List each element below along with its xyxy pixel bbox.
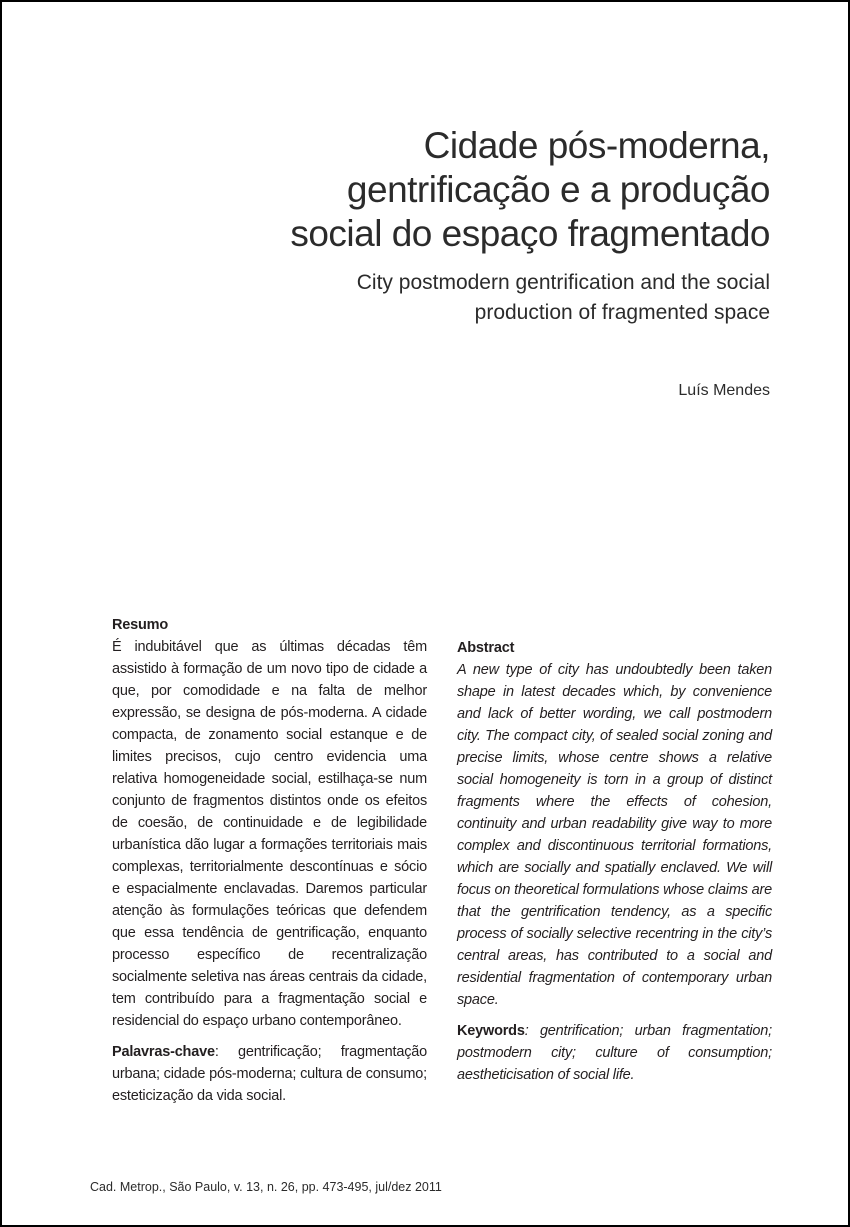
subtitle-line-2: production of fragmented space: [474, 301, 770, 324]
page-title: [112, 124, 770, 256]
title-line-1: Cidade pós-moderna,: [423, 125, 770, 166]
title-block: [112, 124, 770, 401]
resumo-body: É indubitável que as últimas décadas têm assistido à formação de um novo tipo de cidade a que, por comodidade e na falta de melhor expressão, se designa de pós-moderna. A cidade compacta, de zonamento social estanque e de limites precisos, cujo centro evidencia uma relativa homogeneidade social, estilhaça-se num conjunto de fragmentos distintos onde os efeitos de coesão, de continuidade e de legibilidade urbanística dão lugar a formações territoriais mais complexas, territorialmente descontínuas e sócio e espacialmente enclavadas. Daremos particular atenção às formulações teóricas que defendem que essa tendência de gentrificação, enquanto processo específico de recentralização socialmente seletiva nas áreas centrais da cidade, tem contribuído para a fragmentação social e residencial do espaço urbano contemporâneo.: [112, 639, 427, 1029]
palavras-chave-text: : gentrificação; fragmentação urbana; cidade pós-moderna; cultura de consumo; esteticização da vida social.: [112, 1044, 427, 1104]
keywords: [457, 1020, 772, 1086]
palavras-chave: [112, 1041, 427, 1107]
keywords-label: Keywords: [457, 1023, 525, 1039]
title-line-3: social do espaço fragmentado: [290, 213, 770, 254]
resumo-heading: Resumo: [112, 617, 169, 633]
footer-citation: Cad. Metrop., São Paulo, v. 13, n. 26, pp. 473-495, jul/dez 2011: [90, 1180, 442, 1194]
abstract-body: A new type of city has undoubtedly been taken shape in latest decades which, by convenience and lack of better wording, we call postmodern city. The compact city, of sealed social zoning and precise limits, whose centre shows a relative social homogeneity is torn in a group of distinct fragments where the effects of cohesion, continuity and urban readability give way to more complex and discontinuous territorial formations, which are socially and spatially enclaved. We will focus on theoretical formulations whose claims are that the gentrification tendency, as a specific process of socially selective recentring in the city’s central areas, has contributed to a social and residential fragmentation of contemporary urban space.: [457, 662, 772, 1008]
page-subtitle: [112, 268, 770, 328]
subtitle-line-1: City postmodern gentrification and the social: [356, 271, 770, 294]
abstract-columns: [112, 614, 772, 1107]
keywords-text: : gentrification; urban fragmentation; postmodern city; culture of consumption; aestheticisation of social life.: [457, 1023, 772, 1083]
abstract-section: [457, 614, 772, 1107]
palavras-chave-label: Palavras-chave: [112, 1044, 215, 1060]
resumo-section: [112, 614, 427, 1107]
abstract-heading: Abstract: [457, 640, 515, 656]
title-line-2: gentrificação e a produção: [346, 169, 770, 210]
author-name: Luís Mendes: [678, 382, 770, 399]
